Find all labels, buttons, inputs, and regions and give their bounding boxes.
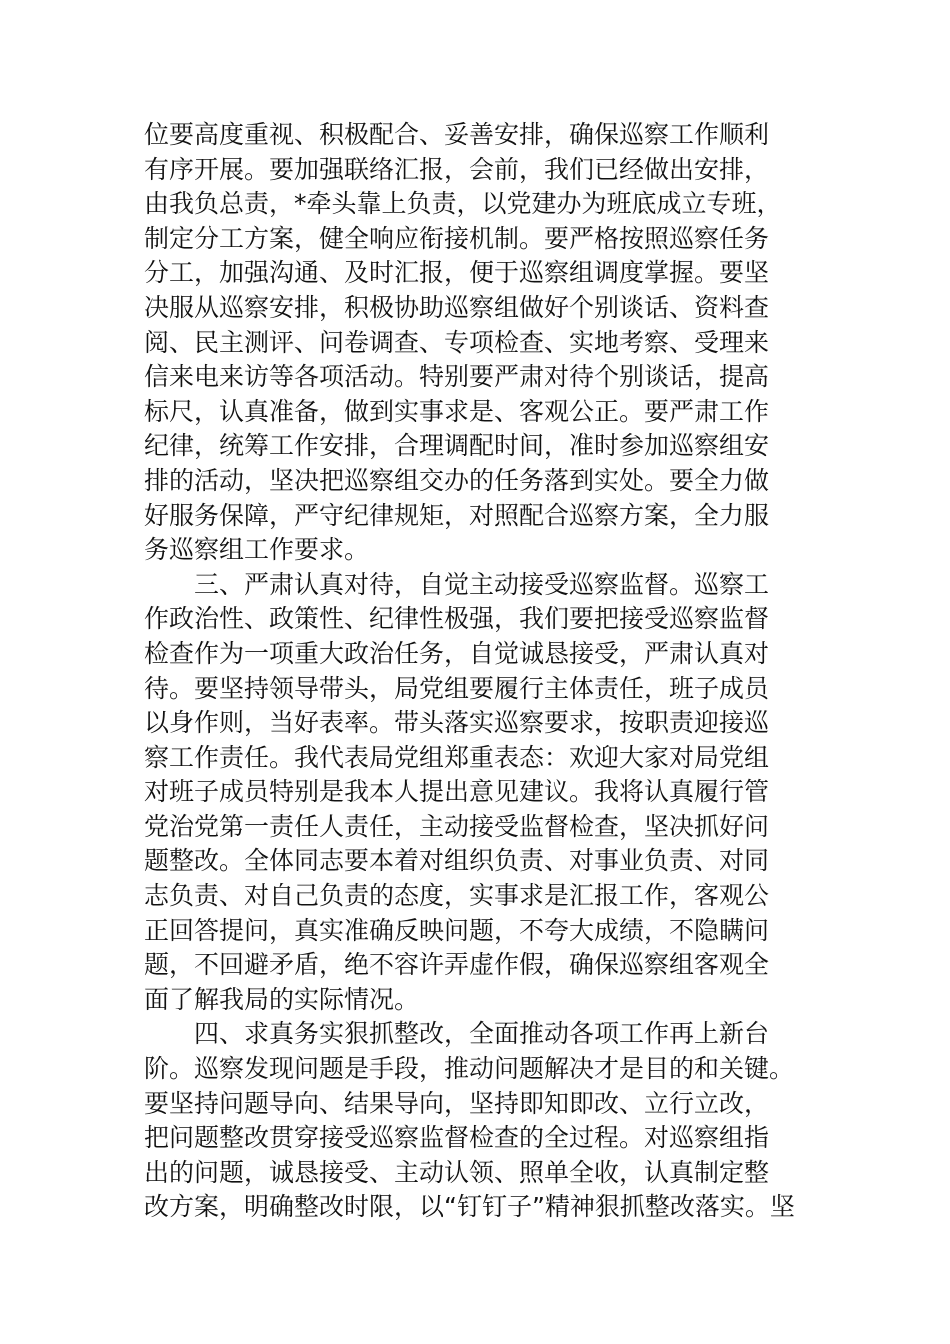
text-line: 决服从巡察安排，积极协助巡察组做好个别谈话、资料查 bbox=[144, 292, 770, 322]
text-line: 纪律，统筹工作安排，合理调配时间，准时参加巡察组安 bbox=[144, 431, 770, 461]
document-body bbox=[144, 118, 812, 1225]
text-line: 检查作为一项重大政治任务，自觉诚恳接受，严肃认真对 bbox=[144, 638, 770, 668]
text-line: 志负责、对自己负责的态度，实事求是汇报工作，客观公 bbox=[144, 881, 770, 911]
text-line: 阅、民主测评、问卷调查、专项检查、实地考察、受理来 bbox=[144, 327, 770, 357]
text-line: 要坚持问题导向、结果导向，坚持即知即改、立行立改， bbox=[144, 1088, 770, 1118]
text-line: 党治党第一责任人责任，主动接受监督检查，坚决抓好问 bbox=[144, 811, 770, 841]
text-line: 标尺，认真准备，做到实事求是、客观公正。要严肃工作 bbox=[144, 396, 770, 426]
section-heading-line: 四、求真务实狠抓整改，全面推动各项工作再上新台 bbox=[194, 1019, 770, 1049]
text-line: 改方案，明确整改时限，以“钉钉子”精神狠抓整改落实。坚 bbox=[144, 1192, 795, 1222]
text-line: 由我负总责，*牵头靠上负责，以党建办为班底成立专班， bbox=[144, 189, 782, 219]
text-line: 对班子成员特别是我本人提出意见建议。我将认真履行管 bbox=[144, 777, 770, 807]
text-line: 题整改。全体同志要本着对组织负责、对事业负责、对同 bbox=[144, 846, 770, 876]
text-line: 出的问题，诚恳接受、主动认领、照单全收，认真制定整 bbox=[144, 1157, 770, 1187]
text-line: 正回答提问，真实准确反映问题，不夸大成绩，不隐瞒问 bbox=[144, 915, 770, 945]
text-line: 阶。巡察发现问题是手段，推动问题解决才是目的和关键。 bbox=[144, 1054, 795, 1084]
text-line: 排的活动，坚决把巡察组交办的任务落到实处。要全力做 bbox=[144, 465, 770, 495]
text-line: 待。要坚持领导带头，局党组要履行主体责任，班子成员 bbox=[144, 673, 770, 703]
text-line: 位要高度重视、积极配合、妥善安排，确保巡察工作顺利 bbox=[144, 120, 770, 149]
section-heading-line: 三、严肃认真对待，自觉主动接受巡察监督。巡察工 bbox=[194, 569, 770, 599]
text-line: 务巡察组工作要求。 bbox=[144, 535, 370, 565]
text-line: 题，不回避矛盾，绝不容许弄虚作假，确保巡察组客观全 bbox=[144, 950, 770, 980]
text-line: 制定分工方案，健全响应衔接机制。要严格按照巡察任务 bbox=[144, 223, 770, 253]
text-line: 作政治性、政策性、纪律性极强，我们要把接受巡察监督 bbox=[144, 604, 770, 634]
text-line: 察工作责任。我代表局党组郑重表态：欢迎大家对局党组 bbox=[144, 742, 770, 772]
text-line: 以身作则，当好表率。带头落实巡察要求，按职责迎接巡 bbox=[144, 708, 770, 738]
text-line: 好服务保障，严守纪律规矩，对照配合巡察方案，全力服 bbox=[144, 500, 770, 530]
text-line: 分工，加强沟通、及时汇报，便于巡察组调度掌握。要坚 bbox=[144, 258, 770, 288]
text-line: 面了解我局的实际情况。 bbox=[144, 984, 420, 1014]
text-line: 有序开展。要加强联络汇报，会前，我们已经做出安排， bbox=[144, 154, 770, 184]
text-line: 把问题整改贯穿接受巡察监督检查的全过程。对巡察组指 bbox=[144, 1123, 770, 1153]
text-line: 信来电来访等各项活动。特别要严肃对待个别谈话，提高 bbox=[144, 362, 770, 392]
